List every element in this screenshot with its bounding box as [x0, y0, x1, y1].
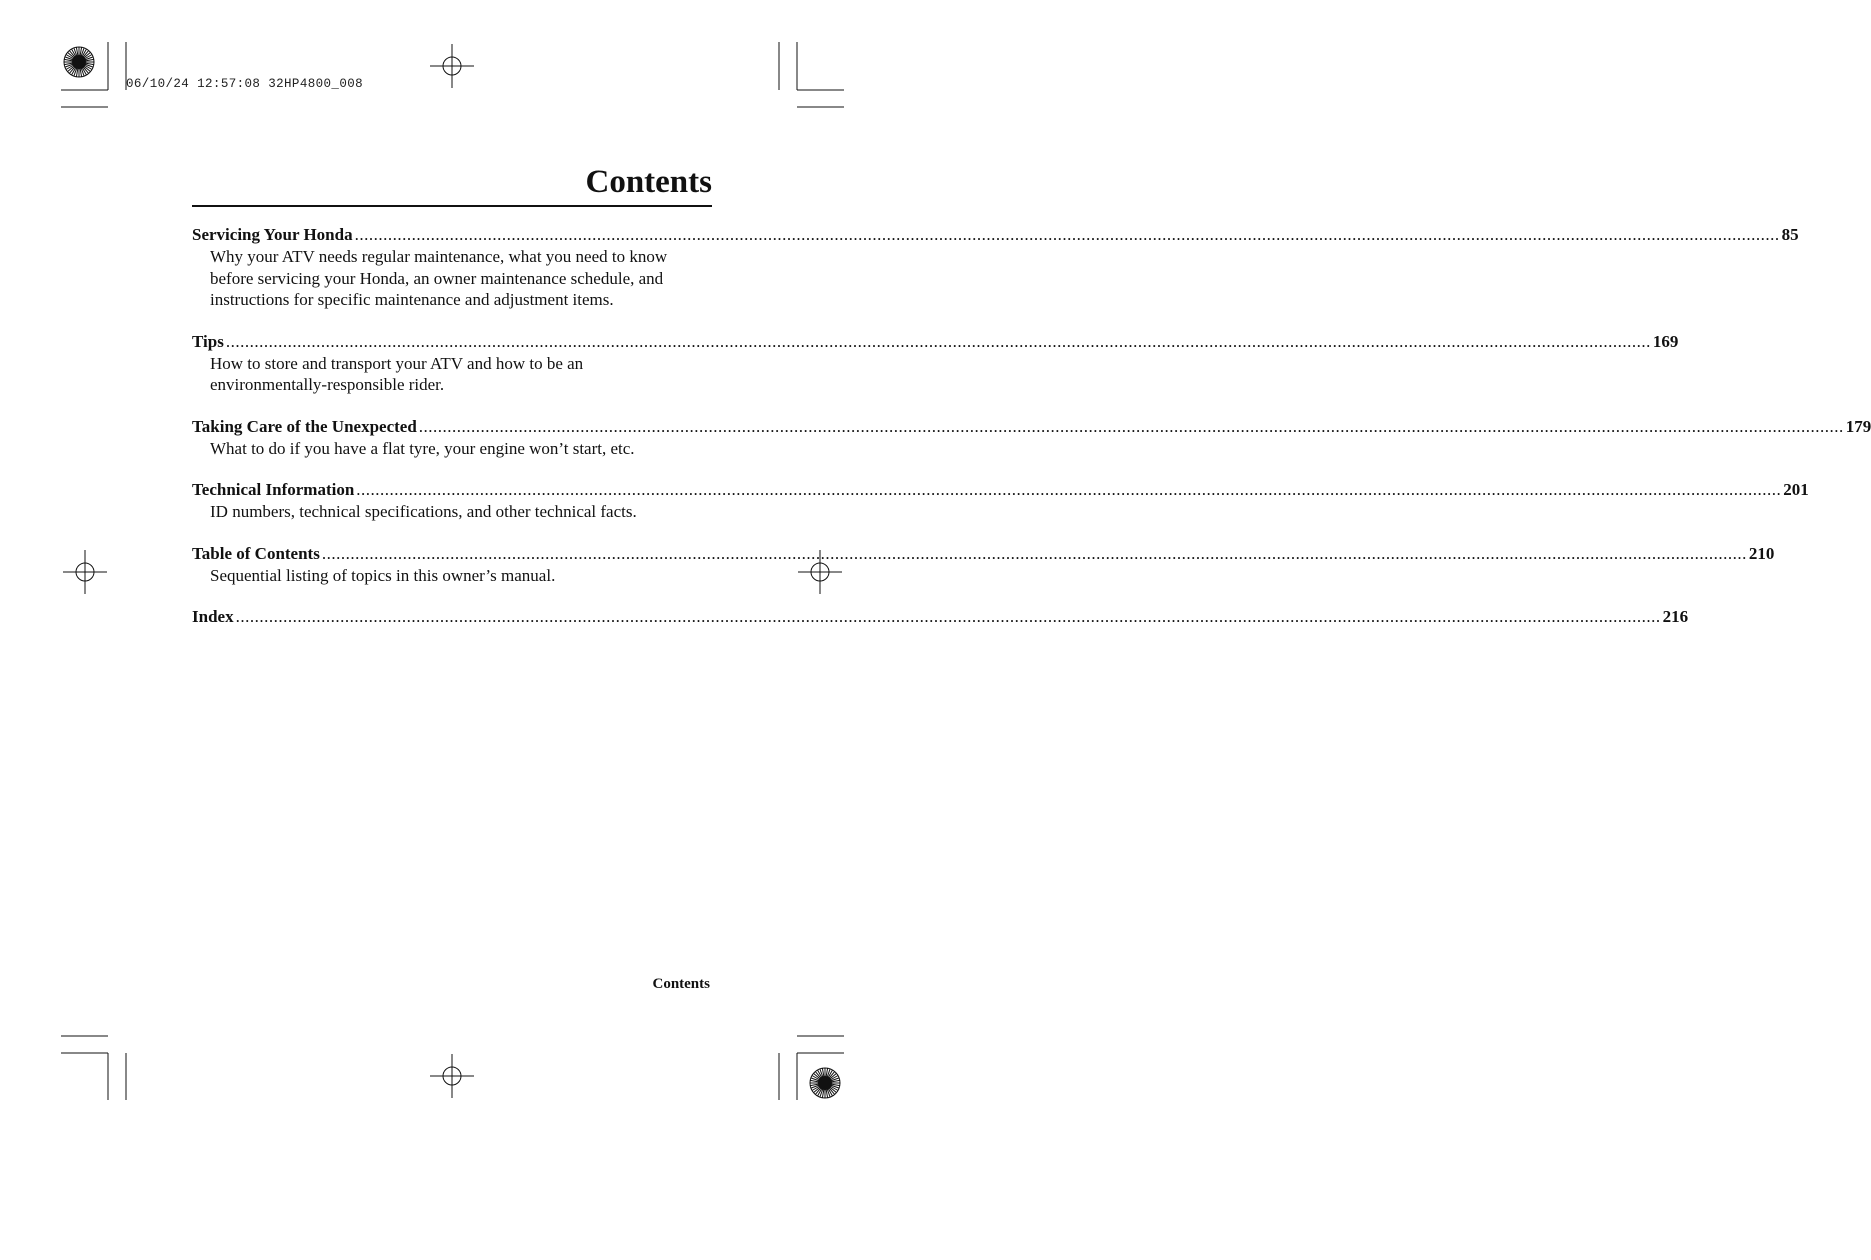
dot-leader: ............................................................................................................................................................................................................................................................................................................	[235, 607, 1661, 626]
toc-entry-page-number: 169	[1652, 331, 1679, 351]
toc-entry-heading[interactable]	[192, 224, 1799, 246]
toc-entry-description-line: instructions for specific maintenance and adjustment items.	[210, 290, 614, 309]
title-rule	[192, 205, 712, 207]
toc-entry[interactable]	[192, 331, 1679, 396]
dot-leader: ............................................................................................................................................................................................................................................................................................................	[225, 331, 1651, 351]
dot-leader: ............................................................................................................................................................................................................................................................................................................	[321, 543, 1747, 563]
dot-leader: ............................................................................................................................................................................................................................................................................................................	[354, 225, 1780, 244]
toc-entry-title: Taking Care of the Unexpected	[192, 416, 417, 436]
toc-entry-page-number: 179	[1845, 416, 1871, 436]
toc-entry-heading[interactable]	[192, 606, 1689, 628]
toc-entry[interactable]	[192, 479, 1809, 523]
toc-entry-heading[interactable]	[192, 331, 1679, 353]
running-footer: Contents	[652, 976, 710, 992]
toc-entry-page-number: 210	[1748, 543, 1775, 563]
toc-entry-description-line: ID numbers, technical specifications, and other technical facts.	[210, 502, 637, 521]
toc-entry-heading[interactable]	[192, 543, 1775, 565]
toc-entry-description-line: How to store and transport your ATV and how to be an	[210, 353, 584, 373]
toc-entry-description-line: Why your ATV needs regular maintenance, what you need to know	[210, 247, 668, 266]
table-of-contents	[192, 224, 1871, 648]
registration-mark-top	[430, 44, 474, 88]
toc-entry-title: Index	[192, 607, 234, 626]
toc-entry-description-line: Sequential listing of topics in this owner’s manual.	[210, 565, 556, 585]
toc-entry-title: Table of Contents	[192, 543, 320, 563]
toc-entry-title: Technical Information	[192, 480, 355, 499]
dot-leader: ............................................................................................................................................................................................................................................................................................................	[356, 480, 1782, 499]
toc-entry-description-line: environmentally-responsible rider.	[210, 375, 445, 394]
toc-entry-title: Servicing Your Honda	[192, 225, 353, 244]
toc-entry-page-number: 85	[1781, 225, 1799, 244]
page-title: Contents	[585, 164, 712, 200]
toc-entry[interactable]	[192, 543, 1775, 587]
toc-entry-title: Tips	[192, 331, 224, 351]
toc-entry-description-line: What to do if you have a flat tyre, your engine won’t start, etc.	[210, 438, 635, 458]
toc-entry[interactable]	[192, 416, 1871, 460]
registration-mark-left	[63, 550, 107, 594]
starburst-mark-bottom-right	[810, 1068, 840, 1098]
registration-mark-bottom	[430, 1054, 474, 1098]
print-slug: 06/10/24 12:57:08 32HP4800_008	[126, 77, 364, 91]
toc-entry-heading[interactable]	[192, 416, 1871, 438]
toc-entry[interactable]	[192, 606, 1689, 628]
starburst-mark-top-left	[64, 47, 94, 77]
dot-leader: ............................................................................................................................................................................................................................................................................................................	[418, 416, 1844, 436]
toc-entry-page-number: 216	[1662, 607, 1689, 626]
toc-entry-page-number: 201	[1783, 480, 1809, 499]
toc-entry-description-line: before servicing your Honda, an owner maintenance schedule, and	[210, 268, 664, 288]
toc-entry-heading[interactable]	[192, 479, 1809, 501]
toc-entry[interactable]	[192, 224, 1799, 311]
